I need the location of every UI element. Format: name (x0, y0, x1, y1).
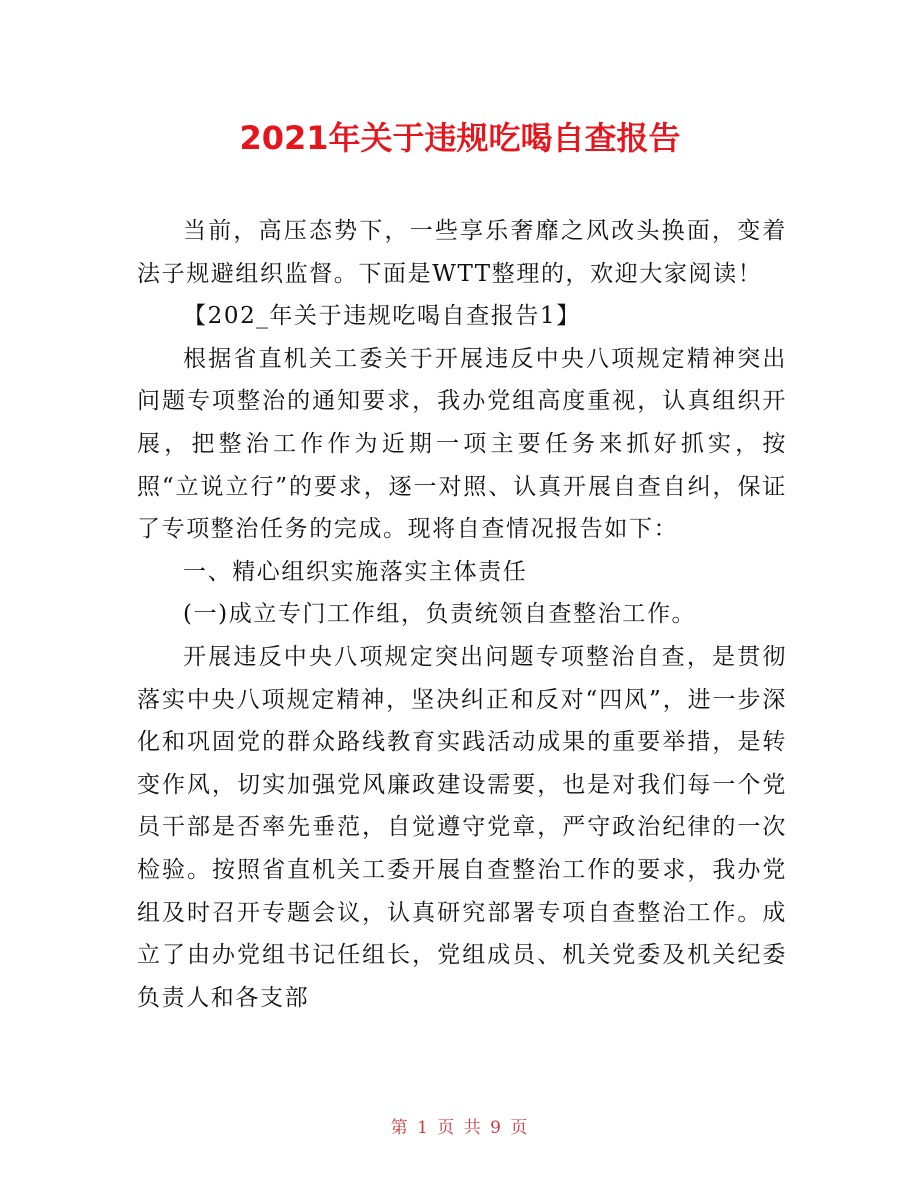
intro-paragraph: 当前，高压态势下，一些享乐奢靡之风改头换面，变着法子规避组织监督。下面是WTT整理的，欢迎大家阅读！ (137, 218, 787, 287)
section-heading-report-1: 【202_年关于违规吃喝自查报告1】 (183, 303, 581, 330)
body-paragraph-1: 根据省直机关工委关于开展违反中央八项规定精神突出问题专项整治的通知要求，我办党组高度重视，认真组织开展，把整治工作作为近期一项主要任务来抓好抓实，按照“立说立行”的要求，逐一对照、认真开展自查自纠，保证了专项整治任务的完成。现将自查情况报告如下： (137, 345, 787, 543)
document-body (137, 210, 787, 1019)
page-number-footer: 第 1 页 共 9 页 (390, 1118, 530, 1138)
document-title: 2021年关于违规吃喝自查报告 (239, 119, 681, 157)
section-heading-1: 一、精心组织实施落实主体责任 (183, 558, 528, 585)
subsection-heading-1: (一)成立专门工作组，负责统领自查整治工作。 (183, 601, 697, 628)
body-paragraph-2: 开展违反中央八项规定突出问题专项整治自查，是贯彻落实中央八项规定精神，坚决纠正和反对“四风”，进一步深化和巩固党的群众路线教育实践活动成果的重要举措，是转变作风，切实加强党风廉政建设需要，也是对我们每一个党员干部是否率先垂范，自觉遵守党章，严守政治纪律的一次检验。按照省直机关工委开展自查整治工作的要求，我办党组及时召开专题会议，认真研究部署专项自查整治工作。成立了由办党组书记任组长，党组成员、机关党委及机关纪委负责人和各支部 (137, 643, 787, 1011)
